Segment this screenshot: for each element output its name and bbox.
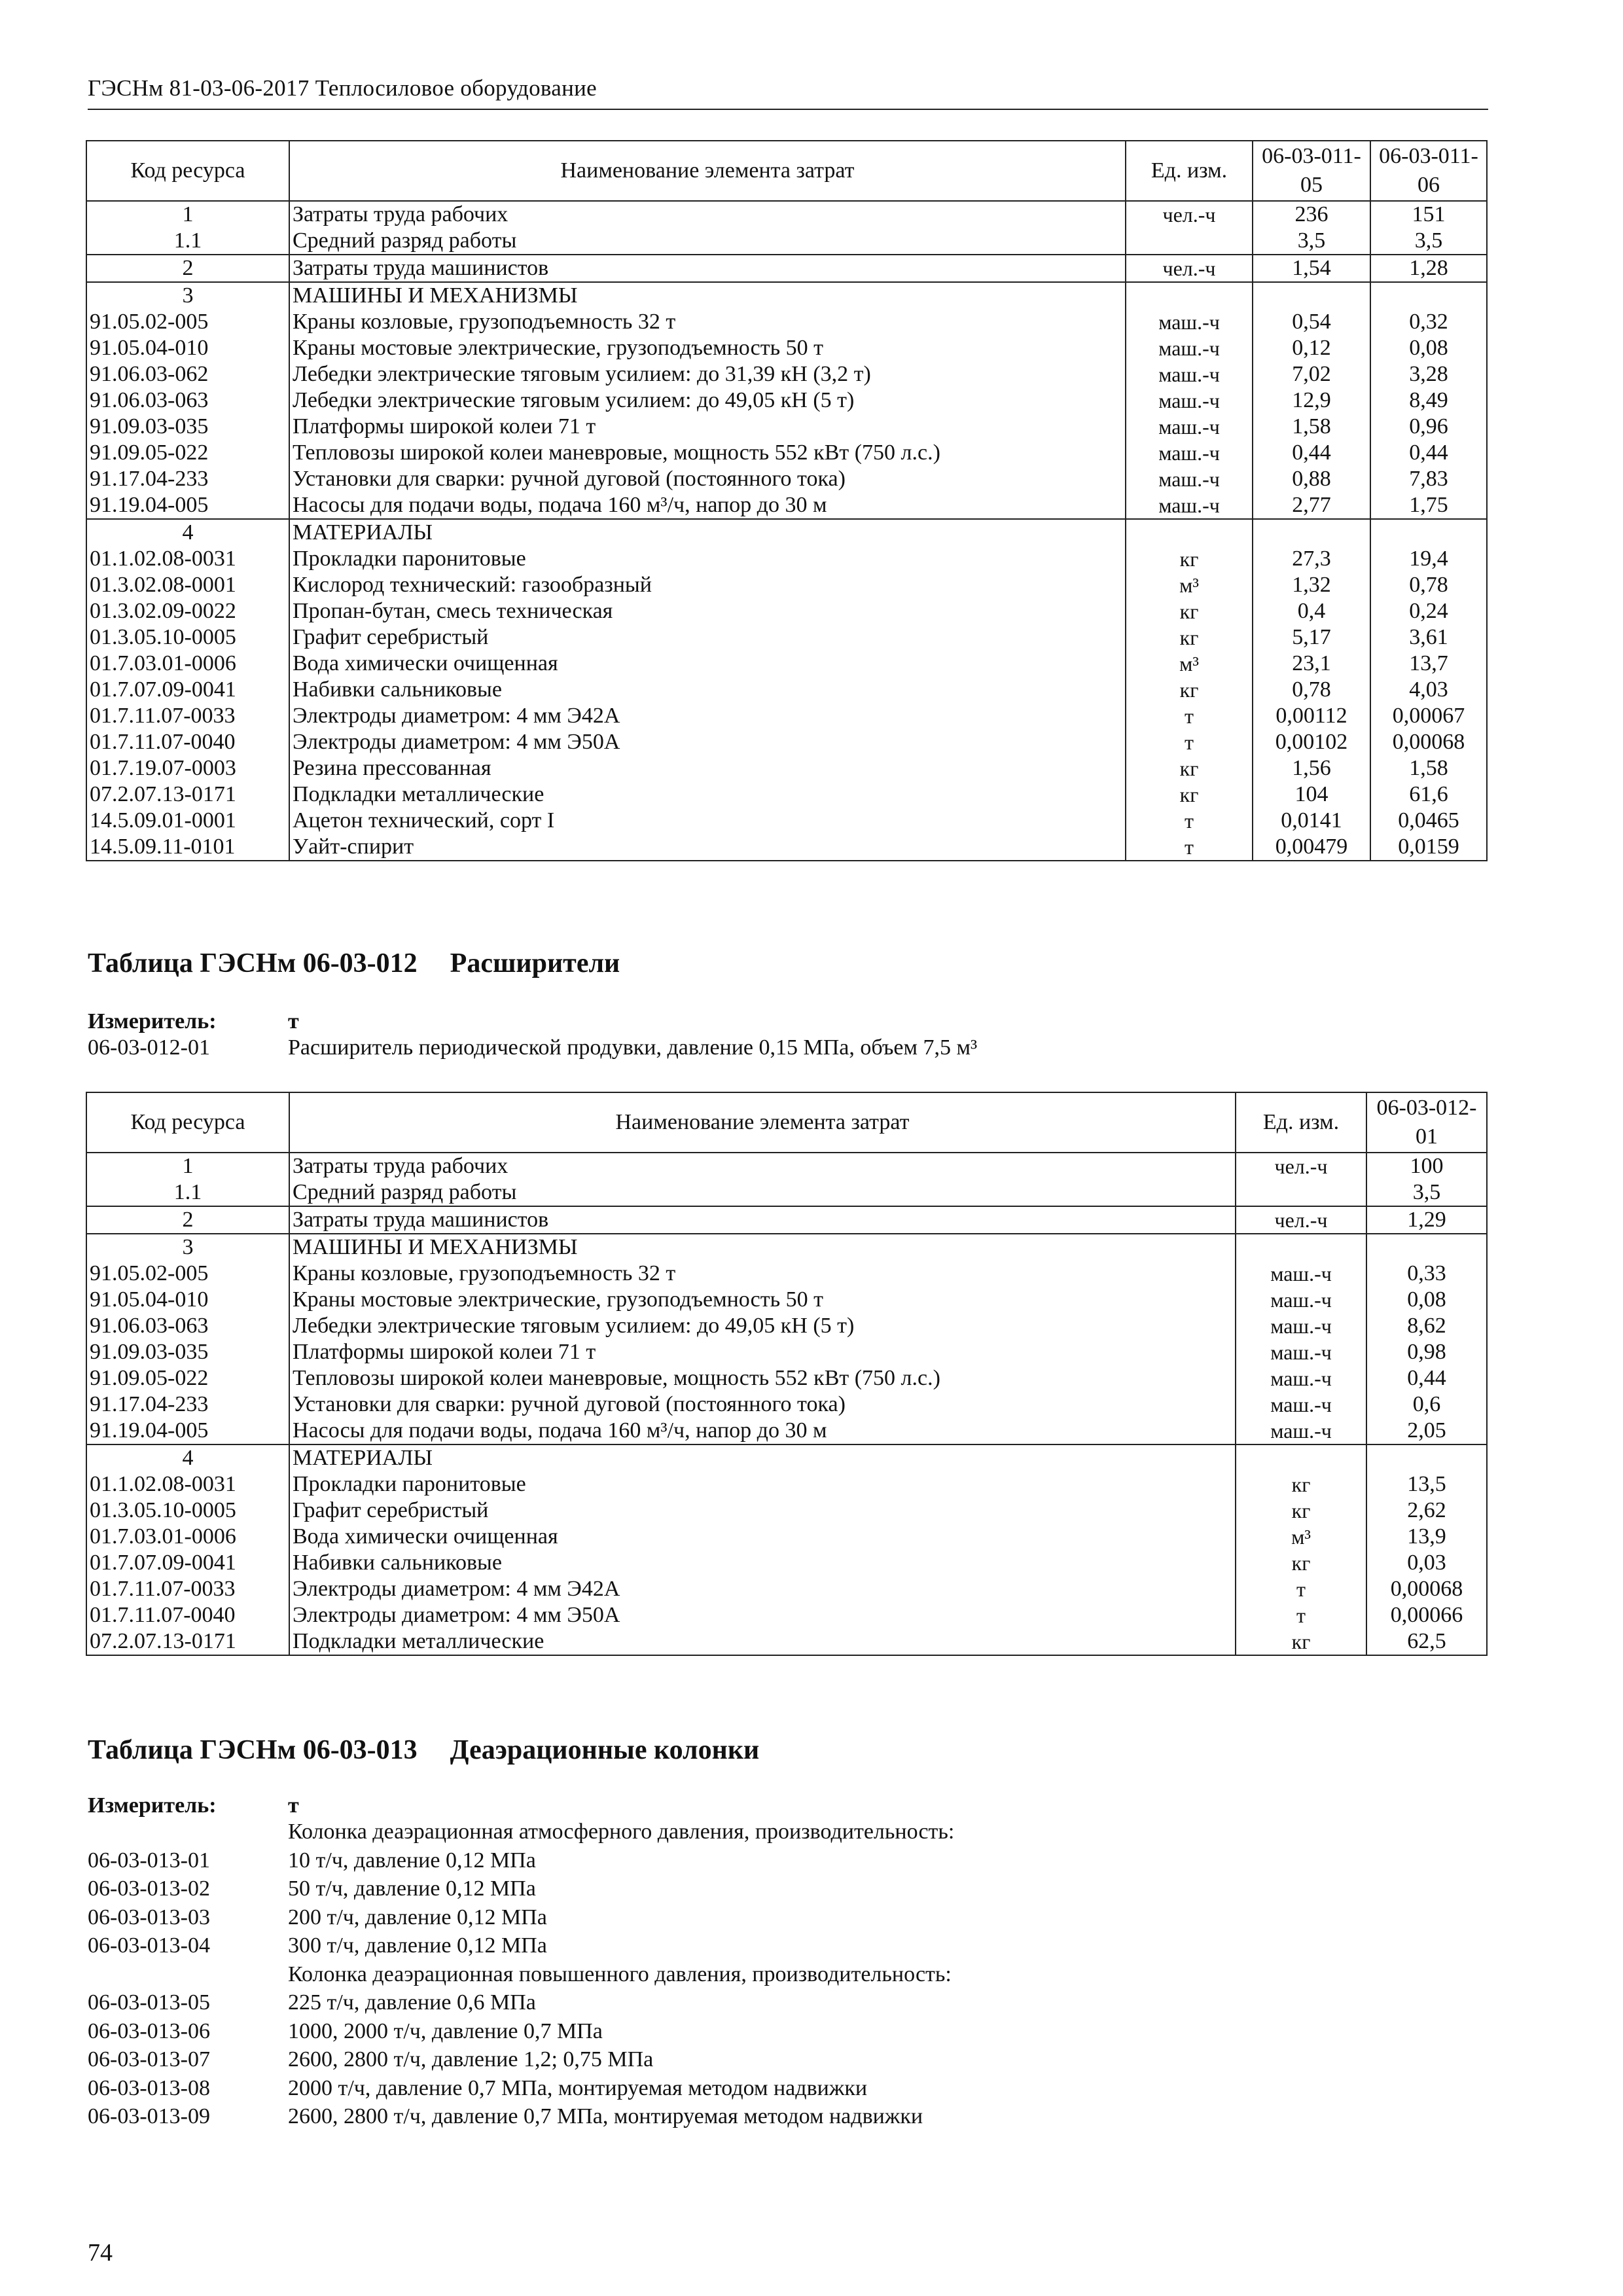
- resource-unit: [1236, 1444, 1366, 1471]
- col-header-unit: Ед. изм.: [1236, 1092, 1366, 1153]
- table-row: [86, 1471, 1487, 1498]
- resource-unit: маш.-ч: [1126, 361, 1253, 387]
- norm-code: 06-03-013-04: [88, 1933, 210, 1958]
- norm-value-1: 0,00112: [1253, 703, 1370, 729]
- norm-value-1: [1366, 1234, 1487, 1261]
- resource-code: 14.5.09.11-0101: [86, 834, 289, 861]
- table-row: [86, 440, 1487, 466]
- table-row: [86, 282, 1487, 309]
- table-row: [86, 1602, 1487, 1628]
- norm-value-1: 0,4: [1253, 598, 1370, 624]
- resource-table-06-03-012: [86, 1092, 1488, 1656]
- table-row: [86, 201, 1487, 228]
- resource-code: 01.7.07.09-0041: [86, 1550, 289, 1576]
- norm-value-1: 0,44: [1366, 1365, 1487, 1391]
- resource-name: Резина прессованная: [289, 755, 1126, 781]
- resource-unit: [1126, 519, 1253, 546]
- resource-unit: маш.-ч: [1126, 414, 1253, 440]
- resource-name: Насосы для подачи воды, подача 160 м³/ч, напор до 30 м: [289, 1418, 1236, 1444]
- resource-code: 91.19.04-005: [86, 492, 289, 519]
- norm-value-1: [1366, 1444, 1487, 1471]
- norm-value-1: 1,29: [1366, 1206, 1487, 1234]
- norm-description: 2600, 2800 т/ч, давление 1,2; 0,75 МПа: [288, 2047, 654, 2072]
- table-row: [86, 755, 1487, 781]
- norm-value-2: 0,0159: [1370, 834, 1487, 861]
- resource-name: Установки для сварки: ручной дуговой (постоянного тока): [289, 1391, 1236, 1418]
- resource-name: Затраты труда машинистов: [289, 255, 1126, 282]
- resource-name: Подкладки металлические: [289, 1628, 1236, 1655]
- table-row: [86, 729, 1487, 755]
- norm-code: 06-03-013-08: [88, 2075, 210, 2100]
- norm-value-1: 1,56: [1253, 755, 1370, 781]
- resource-unit: маш.-ч: [1236, 1365, 1366, 1391]
- resource-name: МАТЕРИАЛЫ: [289, 519, 1126, 546]
- norm-value-2: 0,44: [1370, 440, 1487, 466]
- resource-name: Установки для сварки: ручной дуговой (постоянного тока): [289, 466, 1126, 492]
- resource-unit: кг: [1126, 598, 1253, 624]
- resource-name: Платформы широкой колеи 71 т: [289, 1339, 1236, 1365]
- norm-value-2: 4,03: [1370, 677, 1487, 703]
- resource-code: 01.1.02.08-0031: [86, 1471, 289, 1498]
- resource-name: Пропан-бутан, смесь техническая: [289, 598, 1126, 624]
- resource-unit: маш.-ч: [1236, 1339, 1366, 1365]
- resource-unit: [1236, 1234, 1366, 1261]
- resource-code: 07.2.07.13-0171: [86, 781, 289, 808]
- norm-description: 300 т/ч, давление 0,12 МПа: [288, 1933, 547, 1958]
- norm-description: 10 т/ч, давление 0,12 МПа: [288, 1848, 536, 1873]
- resource-unit: [1126, 282, 1253, 309]
- norm-value-1: 23,1: [1253, 651, 1370, 677]
- resource-code: 01.7.03.01-0006: [86, 651, 289, 677]
- resource-name: Прокладки паронитовые: [289, 546, 1126, 572]
- norm-value-2: [1370, 519, 1487, 546]
- resource-unit: кг: [1236, 1550, 1366, 1576]
- resource-code: 1: [86, 1153, 289, 1179]
- norm-code: 06-03-013-02: [88, 1876, 210, 1901]
- resource-name: Электроды диаметром: 4 мм Э42А: [289, 1576, 1236, 1602]
- resource-code: 91.05.04-010: [86, 1287, 289, 1313]
- norm-description: 200 т/ч, давление 0,12 МПа: [288, 1905, 547, 1929]
- resource-unit: кг: [1126, 677, 1253, 703]
- resource-unit: маш.-ч: [1126, 387, 1253, 414]
- table-row: [86, 414, 1487, 440]
- norm-value-2: 0,32: [1370, 309, 1487, 335]
- measure-line: [88, 1792, 217, 1820]
- norm-value-2: 0,0465: [1370, 808, 1487, 834]
- norm-value-1: 236: [1253, 201, 1370, 228]
- resource-code: 07.2.07.13-0171: [86, 1628, 289, 1655]
- resource-code: 01.3.02.09-0022: [86, 598, 289, 624]
- resource-code: 91.09.03-035: [86, 1339, 289, 1365]
- table-row: [86, 598, 1487, 624]
- col-header-code: Код ресурса: [86, 141, 289, 201]
- resource-name: Средний разряд работы: [289, 228, 1126, 255]
- resource-name: Насосы для подачи воды, подача 160 м³/ч, напор до 30 м: [289, 492, 1126, 519]
- table-row: [86, 1153, 1487, 1179]
- table-row: [86, 572, 1487, 598]
- table-row: [86, 387, 1487, 414]
- resource-unit: маш.-ч: [1126, 440, 1253, 466]
- resource-unit: маш.-ч: [1126, 466, 1253, 492]
- norm-value-1: 1,32: [1253, 572, 1370, 598]
- col-header-norm-1: 06-03-011-05: [1253, 141, 1370, 201]
- resource-unit: чел.-ч: [1236, 1153, 1366, 1179]
- resource-unit: т: [1236, 1576, 1366, 1602]
- resource-unit: кг: [1236, 1471, 1366, 1498]
- resource-code: 01.7.03.01-0006: [86, 1524, 289, 1550]
- table-row: [86, 466, 1487, 492]
- resource-code: 91.17.04-233: [86, 1391, 289, 1418]
- col-header-norm-2: 06-03-011-06: [1370, 141, 1487, 201]
- table-row: [86, 1418, 1487, 1444]
- norm-value-2: [1370, 282, 1487, 309]
- norm-value-1: 0,12: [1253, 335, 1370, 361]
- resource-name: Графит серебристый: [289, 1498, 1236, 1524]
- measure-label: Измеритель:: [88, 1009, 217, 1033]
- resource-name: Средний разряд работы: [289, 1179, 1236, 1206]
- resource-name: Лебедки электрические тяговым усилием: до 31,39 кН (3,2 т): [289, 361, 1126, 387]
- resource-unit: маш.-ч: [1126, 309, 1253, 335]
- resource-code: 4: [86, 1444, 289, 1471]
- norm-description: 2000 т/ч, давление 0,7 МПа, монтируемая методом надвижки: [288, 2075, 868, 2100]
- norm-value-1: 0,44: [1253, 440, 1370, 466]
- resource-code: 91.05.02-005: [86, 309, 289, 335]
- norm-value-2: 151: [1370, 201, 1487, 228]
- norm-code: 06-03-013-09: [88, 2104, 210, 2128]
- norm-description: Колонка деаэрационная атмосферного давления, производительность:: [288, 1820, 955, 1844]
- table-row: [86, 808, 1487, 834]
- norm-code: 06-03-013-05: [88, 1990, 210, 2015]
- resource-unit: кг: [1126, 546, 1253, 572]
- table-row: [86, 255, 1487, 282]
- resource-table-06-03-011: [86, 140, 1488, 861]
- resource-unit: чел.-ч: [1126, 201, 1253, 228]
- resource-name: Платформы широкой колеи 71 т: [289, 414, 1126, 440]
- table-row: [86, 1261, 1487, 1287]
- resource-unit: т: [1126, 729, 1253, 755]
- resource-name: Вода химически очищенная: [289, 1524, 1236, 1550]
- norm-value-1: 0,03: [1366, 1550, 1487, 1576]
- norm-value-1: 0,08: [1366, 1287, 1487, 1313]
- col-header-norm-1: 06-03-012-01: [1366, 1092, 1487, 1153]
- page-number: 74: [88, 2239, 113, 2267]
- resource-code: 01.7.11.07-0033: [86, 1576, 289, 1602]
- resource-unit: чел.-ч: [1236, 1206, 1366, 1234]
- norm-value-1: 0,78: [1253, 677, 1370, 703]
- table-row: [86, 1391, 1487, 1418]
- norm-value-1: 0,00102: [1253, 729, 1370, 755]
- col-header-code: Код ресурса: [86, 1092, 289, 1153]
- table-row: [86, 651, 1487, 677]
- norm-value-2: 0,08: [1370, 335, 1487, 361]
- resource-unit: маш.-ч: [1236, 1261, 1366, 1287]
- norm-value-1: 2,77: [1253, 492, 1370, 519]
- norm-value-2: 13,7: [1370, 651, 1487, 677]
- norm-value-1: 13,5: [1366, 1471, 1487, 1498]
- resource-name: Краны мостовые электрические, грузоподъемность 50 т: [289, 335, 1126, 361]
- table-title-name: Расширители: [450, 948, 620, 978]
- norm-value-2: 0,24: [1370, 598, 1487, 624]
- resource-code: 91.09.05-022: [86, 1365, 289, 1391]
- table-row: [86, 624, 1487, 651]
- resource-name: Набивки сальниковые: [289, 677, 1126, 703]
- resource-code: 91.19.04-005: [86, 1418, 289, 1444]
- norm-value-1: 0,6: [1366, 1391, 1487, 1418]
- norm-value-2: 3,5: [1370, 228, 1487, 255]
- table-title-06-03-012: [88, 948, 620, 979]
- running-header: ГЭСНм 81-03-06-2017 Теплосиловое оборудование: [88, 75, 597, 101]
- resource-code: 01.1.02.08-0031: [86, 546, 289, 572]
- norm-value-2: 1,28: [1370, 255, 1487, 282]
- table-row: [86, 1628, 1487, 1655]
- table-row: [86, 677, 1487, 703]
- resource-name: Набивки сальниковые: [289, 1550, 1236, 1576]
- norm-value-2: 0,00068: [1370, 729, 1487, 755]
- norm-value-2: 3,28: [1370, 361, 1487, 387]
- norm-value-1: 5,17: [1253, 624, 1370, 651]
- norm-value-1: 2,62: [1366, 1498, 1487, 1524]
- resource-code: 4: [86, 519, 289, 546]
- table-title-06-03-013: [88, 1734, 759, 1766]
- resource-unit: т: [1126, 808, 1253, 834]
- norm-value-1: [1253, 282, 1370, 309]
- norm-code: 06-03-012-01: [88, 1035, 210, 1060]
- table-row: [86, 519, 1487, 546]
- resource-code: 91.09.05-022: [86, 440, 289, 466]
- resource-name: Лебедки электрические тяговым усилием: до 49,05 кН (5 т): [289, 1313, 1236, 1339]
- table-row: [86, 546, 1487, 572]
- resource-name: Вода химически очищенная: [289, 651, 1126, 677]
- resource-unit: [1236, 1179, 1366, 1206]
- norm-value-2: 0,96: [1370, 414, 1487, 440]
- table-row: [86, 228, 1487, 255]
- table-row: [86, 1179, 1487, 1206]
- table-row: [86, 1524, 1487, 1550]
- header-rule: [88, 109, 1488, 110]
- resource-code: 1.1: [86, 228, 289, 255]
- norm-description: Колонка деаэрационная повышенного давления, производительность:: [288, 1962, 952, 1986]
- resource-unit: кг: [1126, 755, 1253, 781]
- resource-code: 3: [86, 1234, 289, 1261]
- col-header-unit: Ед. изм.: [1126, 141, 1253, 201]
- norm-value-2: 8,49: [1370, 387, 1487, 414]
- resource-code: 01.7.19.07-0003: [86, 755, 289, 781]
- norm-code: 06-03-013-01: [88, 1848, 210, 1873]
- resource-name: Краны козловые, грузоподъемность 32 т: [289, 309, 1126, 335]
- norm-value-1: 7,02: [1253, 361, 1370, 387]
- norm-value-1: 12,9: [1253, 387, 1370, 414]
- norm-value-1: 0,98: [1366, 1339, 1487, 1365]
- measure-line: [88, 1008, 217, 1035]
- resource-code: 3: [86, 282, 289, 309]
- table-row: [86, 1206, 1487, 1234]
- table-row: [86, 309, 1487, 335]
- resource-name: Затраты труда рабочих: [289, 201, 1126, 228]
- resource-unit: м³: [1126, 651, 1253, 677]
- resource-unit: т: [1126, 703, 1253, 729]
- resource-code: 01.3.02.08-0001: [86, 572, 289, 598]
- resource-code: 01.7.11.07-0040: [86, 729, 289, 755]
- resource-code: 2: [86, 255, 289, 282]
- resource-unit: м³: [1126, 572, 1253, 598]
- resource-name: Затраты труда рабочих: [289, 1153, 1236, 1179]
- resource-unit: маш.-ч: [1236, 1313, 1366, 1339]
- norm-value-1: 27,3: [1253, 546, 1370, 572]
- table-row: [86, 1550, 1487, 1576]
- table-row: [86, 492, 1487, 519]
- norm-code: 06-03-013-07: [88, 2047, 210, 2072]
- table-row: [86, 1576, 1487, 1602]
- table-row: [86, 1313, 1487, 1339]
- norm-value-1: 3,5: [1253, 228, 1370, 255]
- resource-name: Краны мостовые электрические, грузоподъемность 50 т: [289, 1287, 1236, 1313]
- resource-code: 01.7.11.07-0040: [86, 1602, 289, 1628]
- table-row: [86, 781, 1487, 808]
- resource-code: 1.1: [86, 1179, 289, 1206]
- norm-value-1: 0,00066: [1366, 1602, 1487, 1628]
- norm-value-1: 2,05: [1366, 1418, 1487, 1444]
- resource-name: Ацетон технический, сорт I: [289, 808, 1126, 834]
- norm-value-1: 0,54: [1253, 309, 1370, 335]
- table-row: [86, 703, 1487, 729]
- measure-unit: т: [288, 1793, 299, 1818]
- norm-value-2: 19,4: [1370, 546, 1487, 572]
- norm-value-1: 0,0141: [1253, 808, 1370, 834]
- norm-value-1: 104: [1253, 781, 1370, 808]
- norm-value-1: 0,00479: [1253, 834, 1370, 861]
- table-row: [86, 1339, 1487, 1365]
- resource-code: 2: [86, 1206, 289, 1234]
- resource-unit: маш.-ч: [1236, 1287, 1366, 1313]
- resource-unit: т: [1126, 834, 1253, 861]
- norm-description: 1000, 2000 т/ч, давление 0,7 МПа: [288, 2018, 603, 2043]
- resource-unit: [1126, 228, 1253, 255]
- resource-code: 91.06.03-063: [86, 1313, 289, 1339]
- resource-code: 91.05.02-005: [86, 1261, 289, 1287]
- norm-value-1: 1,54: [1253, 255, 1370, 282]
- norm-value-2: 0,78: [1370, 572, 1487, 598]
- resource-name: Прокладки паронитовые: [289, 1471, 1236, 1498]
- resource-unit: кг: [1236, 1498, 1366, 1524]
- norm-value-2: 3,61: [1370, 624, 1487, 651]
- resource-unit: т: [1236, 1602, 1366, 1628]
- norm-code: 06-03-013-06: [88, 2018, 210, 2043]
- table-row: [86, 1444, 1487, 1471]
- table-row: [86, 335, 1487, 361]
- norm-value-2: 1,75: [1370, 492, 1487, 519]
- resource-code: 91.05.04-010: [86, 335, 289, 361]
- norm-value-1: 3,5: [1366, 1179, 1487, 1206]
- resource-code: 91.09.03-035: [86, 414, 289, 440]
- resource-name: МАШИНЫ И МЕХАНИЗМЫ: [289, 1234, 1236, 1261]
- resource-unit: маш.-ч: [1236, 1418, 1366, 1444]
- norm-value-1: 100: [1366, 1153, 1487, 1179]
- resource-name: Подкладки металлические: [289, 781, 1126, 808]
- resource-unit: маш.-ч: [1236, 1391, 1366, 1418]
- resource-code: 01.7.11.07-0033: [86, 703, 289, 729]
- resource-unit: кг: [1126, 781, 1253, 808]
- table-title-code: Таблица ГЭСНм 06-03-013: [88, 1735, 418, 1765]
- resource-name: Тепловозы широкой колеи маневровые, мощность 552 кВт (750 л.с.): [289, 440, 1126, 466]
- norm-value-1: [1253, 519, 1370, 546]
- resource-code: 91.17.04-233: [86, 466, 289, 492]
- norm-code: 06-03-013-03: [88, 1905, 210, 1929]
- resource-name: Электроды диаметром: 4 мм Э42А: [289, 703, 1126, 729]
- table-row: [86, 1234, 1487, 1261]
- resource-name: Электроды диаметром: 4 мм Э50А: [289, 1602, 1236, 1628]
- resource-name: Затраты труда машинистов: [289, 1206, 1236, 1234]
- measure-label: Измеритель:: [88, 1793, 217, 1818]
- resource-code: 1: [86, 201, 289, 228]
- resource-name: МАТЕРИАЛЫ: [289, 1444, 1236, 1471]
- norm-value-2: 61,6: [1370, 781, 1487, 808]
- table-row: [86, 361, 1487, 387]
- resource-unit: маш.-ч: [1126, 335, 1253, 361]
- resource-name: Краны козловые, грузоподъемность 32 т: [289, 1261, 1236, 1287]
- norm-description: 225 т/ч, давление 0,6 МПа: [288, 1990, 536, 2015]
- col-header-name: Наименование элемента затрат: [289, 1092, 1236, 1153]
- norm-value-1: 0,88: [1253, 466, 1370, 492]
- norm-value-2: 0,00067: [1370, 703, 1487, 729]
- resource-code: 01.3.05.10-0005: [86, 624, 289, 651]
- resource-name: Электроды диаметром: 4 мм Э50А: [289, 729, 1126, 755]
- norm-value-1: 13,9: [1366, 1524, 1487, 1550]
- resource-code: 14.5.09.01-0001: [86, 808, 289, 834]
- resource-name: Уайт-спирит: [289, 834, 1126, 861]
- resource-code: 91.06.03-063: [86, 387, 289, 414]
- col-header-name: Наименование элемента затрат: [289, 141, 1126, 201]
- resource-code: 91.06.03-062: [86, 361, 289, 387]
- resource-name: Тепловозы широкой колеи маневровые, мощность 552 кВт (750 л.с.): [289, 1365, 1236, 1391]
- resource-unit: маш.-ч: [1126, 492, 1253, 519]
- resource-name: Графит серебристый: [289, 624, 1126, 651]
- resource-name: МАШИНЫ И МЕХАНИЗМЫ: [289, 282, 1126, 309]
- norm-description: 2600, 2800 т/ч, давление 0,7 МПа, монтируемая методом надвижки: [288, 2104, 923, 2128]
- norm-value-2: 1,58: [1370, 755, 1487, 781]
- norm-description: Расширитель периодической продувки, давление 0,15 МПа, объем 7,5 м³: [288, 1035, 978, 1060]
- table-title-name: Деаэрационные колонки: [450, 1735, 760, 1765]
- table-row: [86, 1365, 1487, 1391]
- resource-unit: чел.-ч: [1126, 255, 1253, 282]
- resource-name: Лебедки электрические тяговым усилием: до 49,05 кН (5 т): [289, 387, 1126, 414]
- norm-value-1: 1,58: [1253, 414, 1370, 440]
- resource-code: 01.3.05.10-0005: [86, 1498, 289, 1524]
- norm-description: 50 т/ч, давление 0,12 МПа: [288, 1876, 536, 1901]
- table-row: [86, 1287, 1487, 1313]
- measure-unit: т: [288, 1009, 299, 1033]
- resource-unit: м³: [1236, 1524, 1366, 1550]
- table-row: [86, 834, 1487, 861]
- table-row: [86, 1498, 1487, 1524]
- norm-value-2: 7,83: [1370, 466, 1487, 492]
- norm-value-1: 0,00068: [1366, 1576, 1487, 1602]
- resource-code: 01.7.07.09-0041: [86, 677, 289, 703]
- resource-unit: кг: [1236, 1628, 1366, 1655]
- resource-unit: кг: [1126, 624, 1253, 651]
- table-title-code: Таблица ГЭСНм 06-03-012: [88, 948, 418, 978]
- norm-value-1: 62,5: [1366, 1628, 1487, 1655]
- norm-value-1: 0,33: [1366, 1261, 1487, 1287]
- norm-value-1: 8,62: [1366, 1313, 1487, 1339]
- resource-name: Кислород технический: газообразный: [289, 572, 1126, 598]
